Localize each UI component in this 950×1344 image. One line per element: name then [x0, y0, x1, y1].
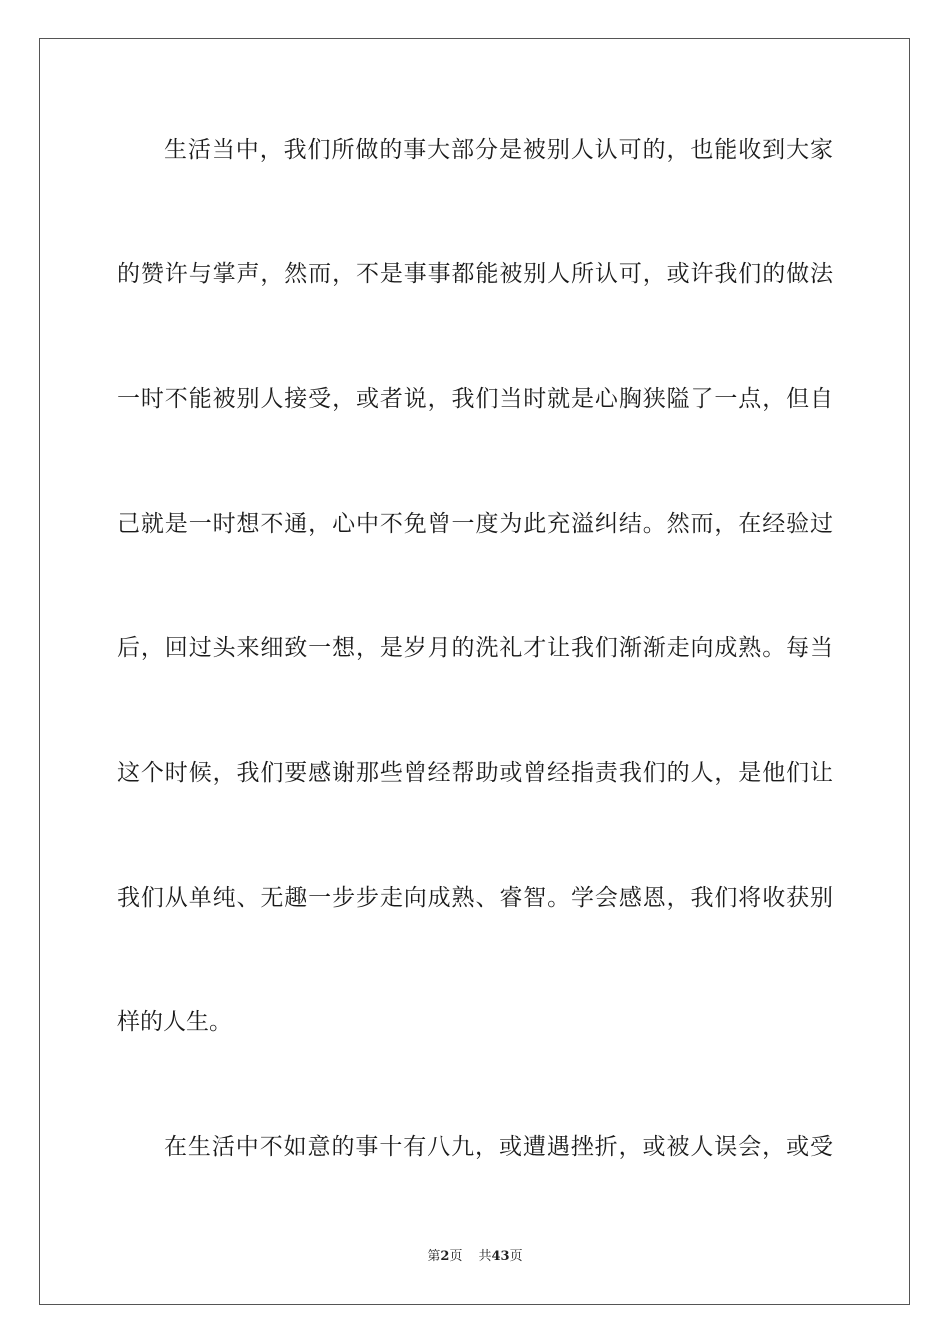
paragraph-2-line-1: 在生活中不如意的事十有八九，或遭遇挫折，或被人误会，或受 [164, 1134, 833, 1160]
page-frame [39, 38, 910, 1305]
total-prefix: 共 [478, 1249, 492, 1264]
paragraph-1-line-5: 后，回过头来细致一想，是岁月的洗礼才让我们渐渐走向成熟。每当 [117, 635, 833, 661]
page-number: 2 [440, 1249, 450, 1264]
paragraph-1-line-4: 己就是一时想不通，心中不免曾一度为此充溢纠结。然而，在经验过 [117, 511, 833, 537]
paragraph-1-line-3: 一时不能被别人接受，或者说，我们当时就是心胸狭隘了一点，但自 [117, 386, 833, 412]
total-pages: 43 [491, 1249, 510, 1264]
page-prefix: 第 [427, 1249, 441, 1264]
page-suffix: 页 [449, 1249, 463, 1264]
paragraph-1-line-8: 样的人生。 [117, 1009, 232, 1035]
paragraph-1-line-7: 我们从单纯、无趣一步步走向成熟、睿智。学会感恩，我们将收获别 [117, 885, 833, 911]
paragraph-1-line-1: 生活当中，我们所做的事大部分是被别人认可的，也能收到大家 [164, 137, 833, 163]
page-footer [0, 1248, 950, 1266]
paragraph-1-line-2: 的赞许与掌声，然而，不是事事都能被别人所认可，或许我们的做法 [117, 261, 833, 287]
paragraph-1-line-6: 这个时候，我们要感谢那些曾经帮助或曾经指责我们的人，是他们让 [117, 760, 833, 786]
total-suffix: 页 [509, 1249, 523, 1264]
